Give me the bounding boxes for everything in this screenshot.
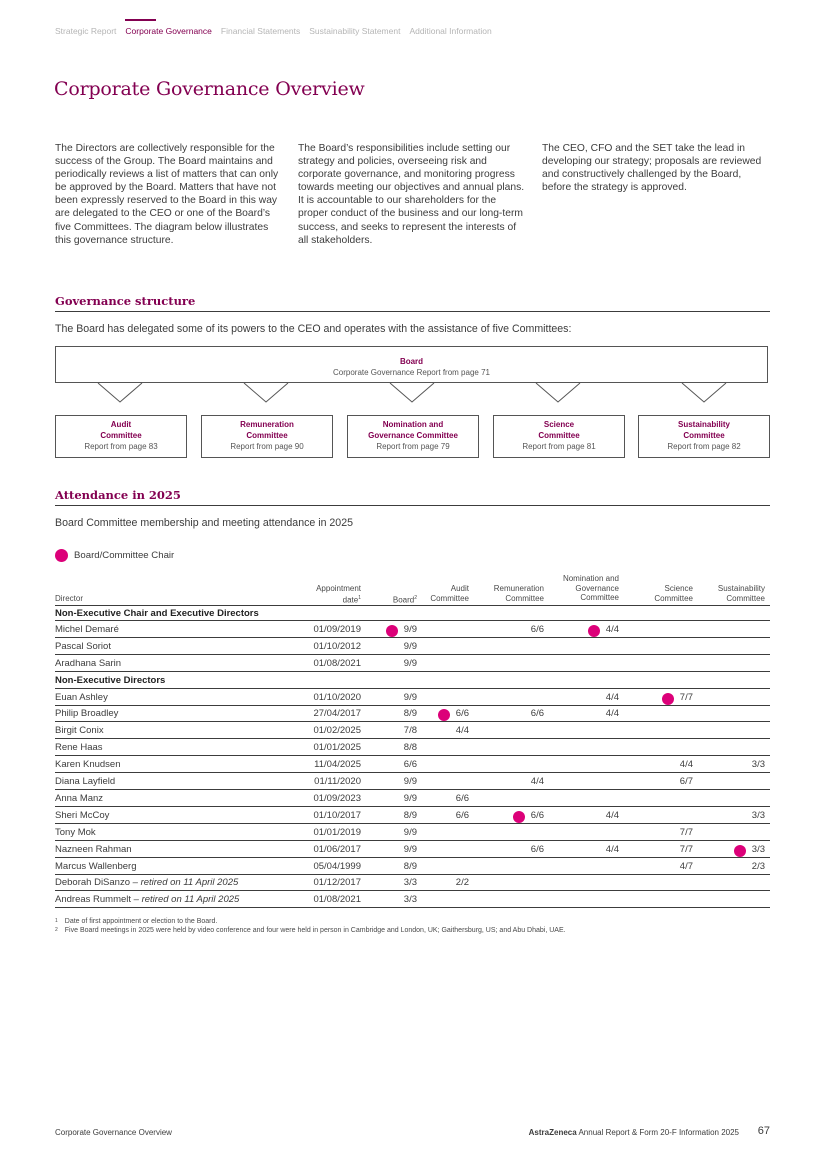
cell-board: 8/9	[403, 809, 417, 821]
chair-dot-icon	[588, 625, 600, 637]
header-text: Board	[392, 595, 415, 605]
header-line: Remuneration	[493, 584, 544, 593]
intro-paragraph-2: The Board’s responsibilities include setting our strategy and policies, overseeing risk and corporate governance, and monitoring progress towards meeting our objectives and annual plans. It is accountable to our shareholders for the proper conduct of the business and our long-term success, and seeks to represent the interests of all stakeholders.	[298, 143, 525, 246]
arrow-nomination	[390, 383, 434, 402]
header-line: Committee	[430, 593, 469, 603]
committee-title: Committee	[246, 431, 288, 440]
header-line: Committee	[726, 593, 765, 603]
arrow-audit	[98, 383, 142, 402]
col-header-sustainability	[718, 584, 765, 603]
governance-structure-text: The Board has delegated some of its powers to the CEO and operates with the assistance of five Committees:	[55, 323, 572, 335]
director-name-text: Rene Haas	[55, 742, 103, 754]
committee-ref: Report from page 83	[84, 442, 158, 451]
cell-audit: 6/6	[455, 809, 469, 821]
cell-rem: 6/6	[530, 623, 544, 635]
cell-nom: 4/4	[605, 708, 619, 720]
cell-sus: 2/3	[751, 860, 765, 872]
cell-date: 01/08/2021	[313, 894, 361, 906]
table-row	[55, 706, 770, 722]
group-label: Non-Executive Directors	[55, 674, 166, 686]
director-name	[55, 742, 103, 753]
retired-note: – retired on 11 April 2025	[133, 894, 240, 906]
director-name-text: Tony Mok	[55, 826, 96, 838]
director-name-text: Marcus Wallenberg	[55, 860, 137, 872]
director-name	[55, 793, 103, 804]
table-row	[55, 875, 770, 891]
table-row	[55, 740, 770, 756]
director-name	[55, 692, 108, 703]
director-name-text: Anna Manz	[55, 792, 104, 804]
cell-date: 01/09/2019	[313, 623, 361, 635]
page-title: Corporate Governance Overview	[54, 78, 365, 100]
cell-sus: 3/3	[751, 843, 765, 855]
header-line: Science	[664, 584, 693, 593]
cell-audit: 4/4	[455, 725, 469, 737]
chair-dot-icon	[734, 845, 746, 857]
footnote-number: 2	[55, 927, 58, 933]
cell-sus: 3/3	[751, 809, 765, 821]
table-row	[55, 639, 770, 655]
intro-paragraph-3: The CEO, CFO and the SET take the lead in developing our strategy; proposals are reviewed and constructively challenged by the Board, before the strategy is approved.	[542, 143, 762, 194]
committee-title: Sustainability	[677, 420, 730, 429]
cell-date: 01/06/2017	[313, 843, 361, 855]
director-name	[55, 877, 238, 888]
committee-title: Committee	[538, 431, 580, 440]
cell-date: 01/09/2023	[313, 792, 361, 804]
cell-date: 11/04/2025	[314, 759, 361, 771]
director-name	[55, 827, 96, 838]
chair-dot-icon	[55, 549, 68, 562]
director-name-text: Aradhana Sarin	[55, 657, 122, 669]
nav-additional-information[interactable]: Additional Information	[409, 26, 492, 36]
nav-financial-statements[interactable]: Financial Statements	[220, 26, 301, 36]
board-box	[55, 346, 768, 383]
col-header-audit	[430, 584, 469, 603]
committee-title: Nomination and	[382, 420, 444, 429]
cell-date: 01/10/2020	[313, 691, 361, 703]
cell-rem: 4/4	[530, 776, 544, 787]
cell-audit: 2/2	[455, 877, 469, 889]
delegation-arrows	[0, 382, 825, 404]
footer-report-title: Annual Report & Form 20-F Information 2025	[578, 1128, 739, 1137]
header-line: Committee	[505, 593, 544, 603]
cell-sus: 3/3	[751, 759, 765, 771]
header-line: Governance	[575, 583, 619, 593]
cell-board: 6/6	[403, 759, 417, 771]
cell-board: 9/9	[403, 691, 417, 703]
table-row	[55, 859, 770, 875]
col-header-director: Director	[55, 594, 84, 603]
director-name	[55, 624, 119, 635]
director-name-text: Sheri McCoy	[55, 809, 110, 821]
cell-board: 9/9	[403, 623, 417, 635]
chair-dot-icon	[662, 693, 674, 705]
director-name-text: Deborah DiSanzo	[55, 877, 130, 889]
chair-dot-icon	[386, 625, 398, 637]
legend-label: Board/Committee Chair	[74, 550, 175, 561]
director-name-text: Andreas Rummelt	[55, 894, 132, 906]
cell-board: 9/9	[403, 792, 417, 804]
director-name	[55, 844, 132, 855]
cell-audit: 6/6	[455, 708, 469, 720]
col-header-nomination	[563, 574, 619, 603]
cell-date: 01/12/2017	[313, 877, 361, 889]
cell-rem: 6/6	[530, 843, 544, 855]
director-name	[55, 776, 115, 787]
audit-committee-box	[55, 415, 187, 458]
table-row	[55, 842, 770, 858]
cell-board: 9/9	[403, 640, 417, 652]
committee-title: Committee	[683, 431, 725, 440]
nav-sustainability-statement[interactable]: Sustainability Statement	[309, 26, 401, 36]
governance-structure-heading: Governance structure	[55, 294, 770, 312]
director-name	[55, 894, 239, 905]
header-line: Committee	[654, 593, 693, 603]
committee-ref: Report from page 81	[522, 442, 596, 451]
cell-date: 01/10/2017	[313, 809, 361, 821]
sustainability-committee-box	[638, 415, 770, 458]
cell-date: 01/01/2019	[313, 826, 361, 838]
table-group-row	[55, 605, 770, 621]
remuneration-committee-box	[201, 415, 333, 458]
cell-board: 9/9	[403, 843, 417, 855]
committee-title: Science	[543, 420, 575, 429]
table-row	[55, 757, 770, 773]
director-name-text: Pascal Soriot	[55, 640, 111, 652]
cell-audit: 6/6	[455, 792, 469, 804]
header-line: Appointment	[316, 584, 361, 593]
director-name	[55, 759, 121, 770]
table-row	[55, 825, 770, 841]
table-row	[55, 808, 770, 824]
header-line: Committee	[580, 593, 619, 603]
table-row	[55, 622, 770, 638]
cell-rem: 6/6	[530, 708, 544, 720]
attendance-text: Board Committee membership and meeting attendance in 2025	[55, 517, 353, 529]
director-name-text: Nazneen Rahman	[55, 843, 132, 855]
cell-sci: 6/7	[679, 776, 693, 787]
col-header-board	[393, 594, 417, 605]
cell-board: 7/8	[403, 725, 417, 737]
cell-date: 01/08/2021	[313, 657, 361, 669]
board-title: Board	[399, 357, 424, 366]
cell-sci: 7/7	[679, 691, 693, 703]
table-row	[55, 892, 770, 908]
cell-board: 3/3	[403, 894, 417, 906]
board-sub: Corporate Governance Report from page 71	[333, 368, 490, 377]
table-group-row	[55, 673, 770, 689]
committee-title: Remuneration	[240, 420, 294, 429]
header-text: date	[342, 595, 359, 605]
committee-title: Governance Committee	[368, 431, 458, 440]
cell-board: 3/3	[403, 877, 417, 889]
committee-title: Committee	[100, 431, 142, 440]
cell-date: 01/01/2025	[313, 742, 361, 754]
footer-brand: AstraZeneca	[528, 1128, 577, 1137]
arrow-remuneration	[244, 383, 288, 402]
director-name-text: Philip Broadley	[55, 708, 119, 720]
director-name	[55, 658, 121, 669]
arrow-science	[536, 383, 580, 402]
group-label: Non-Executive Chair and Executive Directors	[55, 608, 259, 619]
director-name	[55, 810, 109, 821]
cell-date: 01/10/2012	[313, 640, 361, 652]
table-row	[55, 774, 770, 790]
director-name	[55, 725, 104, 736]
footnote-text: Five Board meetings in 2025 were held by video conference and four were held in person in Cambridge and London, UK; Gaithersburg, US; and Abu Dhabi, UAE.	[64, 927, 566, 934]
cell-nom: 4/4	[605, 691, 619, 703]
col-header-remuneration	[494, 584, 544, 603]
footnote-number: 1	[55, 918, 58, 924]
cell-date: 01/11/2020	[314, 776, 361, 787]
arrow-sustainability	[682, 383, 726, 402]
footer-publication	[529, 1128, 739, 1137]
page-number: 67	[757, 1125, 770, 1137]
footnote-ref: 1	[358, 594, 361, 601]
table-row	[55, 791, 770, 807]
director-name-text: Euan Ashley	[55, 691, 108, 703]
cell-nom: 4/4	[605, 843, 619, 855]
cell-rem: 6/6	[530, 809, 544, 821]
chair-dot-icon	[438, 709, 450, 721]
director-name	[55, 641, 111, 652]
header-line: Nomination and	[562, 574, 619, 583]
cell-date: 27/04/2017	[313, 708, 361, 720]
col-header-science	[654, 584, 693, 603]
table-row	[55, 690, 770, 706]
committee-ref: Report from page 82	[667, 442, 741, 451]
cell-board: 8/8	[403, 742, 417, 754]
attendance-heading: Attendance in 2025	[55, 488, 770, 506]
cell-board: 8/9	[403, 708, 417, 720]
header-line: Audit	[450, 584, 469, 593]
cell-board: 9/9	[403, 657, 417, 669]
cell-board: 9/9	[403, 776, 417, 787]
committee-title: Audit	[110, 420, 132, 429]
director-name-text: Birgit Conix	[55, 725, 104, 737]
director-name-text: Karen Knudsen	[55, 759, 121, 771]
cell-sci: 7/7	[679, 826, 693, 838]
footer-section-title: Corporate Governance Overview	[55, 1128, 172, 1137]
director-name-text: Diana Layfield	[55, 776, 116, 787]
committee-ref: Report from page 79	[376, 442, 450, 451]
cell-nom: 4/4	[605, 809, 619, 821]
header-line	[316, 594, 361, 605]
committee-ref: Report from page 90	[230, 442, 304, 451]
section-nav	[55, 26, 501, 36]
table-row	[55, 723, 770, 739]
cell-date: 05/04/1999	[313, 860, 361, 872]
director-name-text: Michel Demaré	[55, 623, 119, 635]
cell-board: 8/9	[403, 860, 417, 872]
col-header-appointment	[316, 584, 361, 605]
nomination-committee-box	[347, 415, 479, 458]
table-row	[55, 656, 770, 672]
cell-date: 01/02/2025	[313, 725, 361, 737]
cell-sci: 7/7	[679, 843, 693, 855]
footnote-ref: 2	[414, 595, 417, 601]
director-name	[55, 708, 118, 719]
nav-corporate-governance[interactable]: Corporate Governance	[125, 26, 212, 36]
nav-strategic-report[interactable]: Strategic Report	[55, 26, 117, 36]
header-line: Sustainability	[717, 584, 765, 593]
intro-paragraph-1: The Directors are collectively responsible for the success of the Group. The Board maintains and periodically reviews a list of matters that can only be approved by the Board. Matters that have not been expressly reserved to the Board in this way are delegated to the CEO or one of the Board’s five Committees. The diagram below illustrates this governance structure.	[55, 143, 279, 246]
retired-note: – retired on 11 April 2025	[132, 877, 239, 889]
cell-sci: 4/4	[679, 759, 693, 771]
footnote-text: Date of first appointment or election to the Board.	[64, 918, 218, 925]
footnote-2	[55, 927, 566, 934]
cell-board: 9/9	[403, 826, 417, 838]
director-name	[55, 861, 136, 872]
footnote-1	[55, 918, 217, 925]
chair-dot-icon	[513, 811, 525, 823]
science-committee-box	[493, 415, 625, 458]
cell-nom: 4/4	[605, 623, 619, 635]
cell-sci: 4/7	[679, 860, 693, 872]
